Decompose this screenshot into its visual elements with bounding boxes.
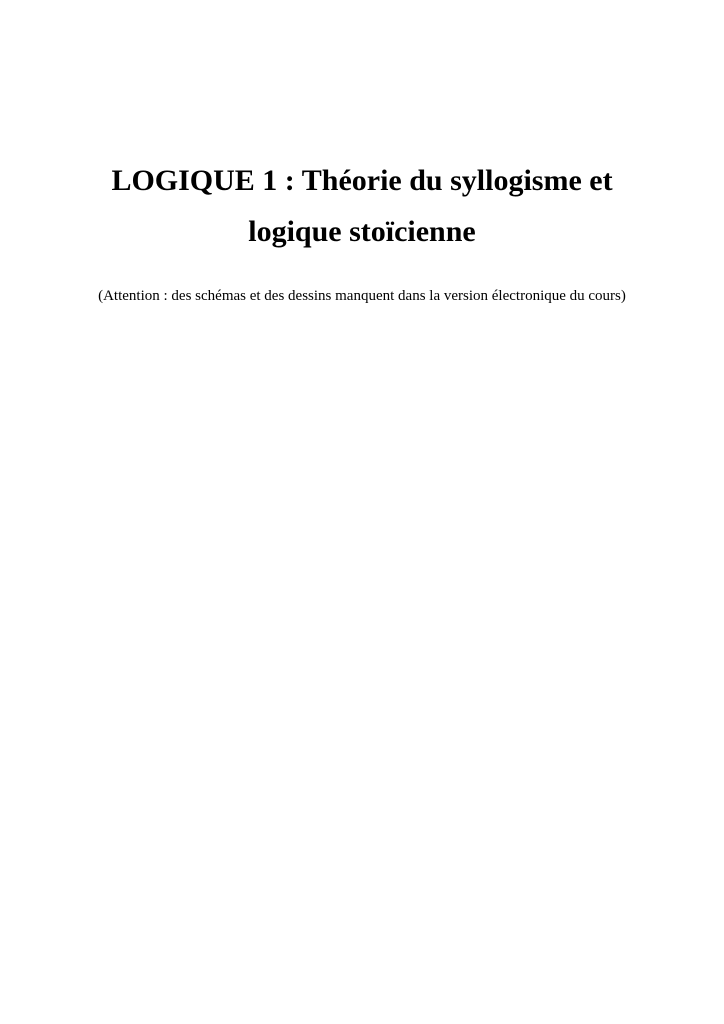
document-note: (Attention : des schémas et des dessins manquent dans la version électronique du cours) [98,288,626,304]
document-title-line-1: LOGIQUE 1 : Théorie du syllogisme et [111,164,613,197]
document-title-line-2: logique stoïcienne [248,215,476,248]
